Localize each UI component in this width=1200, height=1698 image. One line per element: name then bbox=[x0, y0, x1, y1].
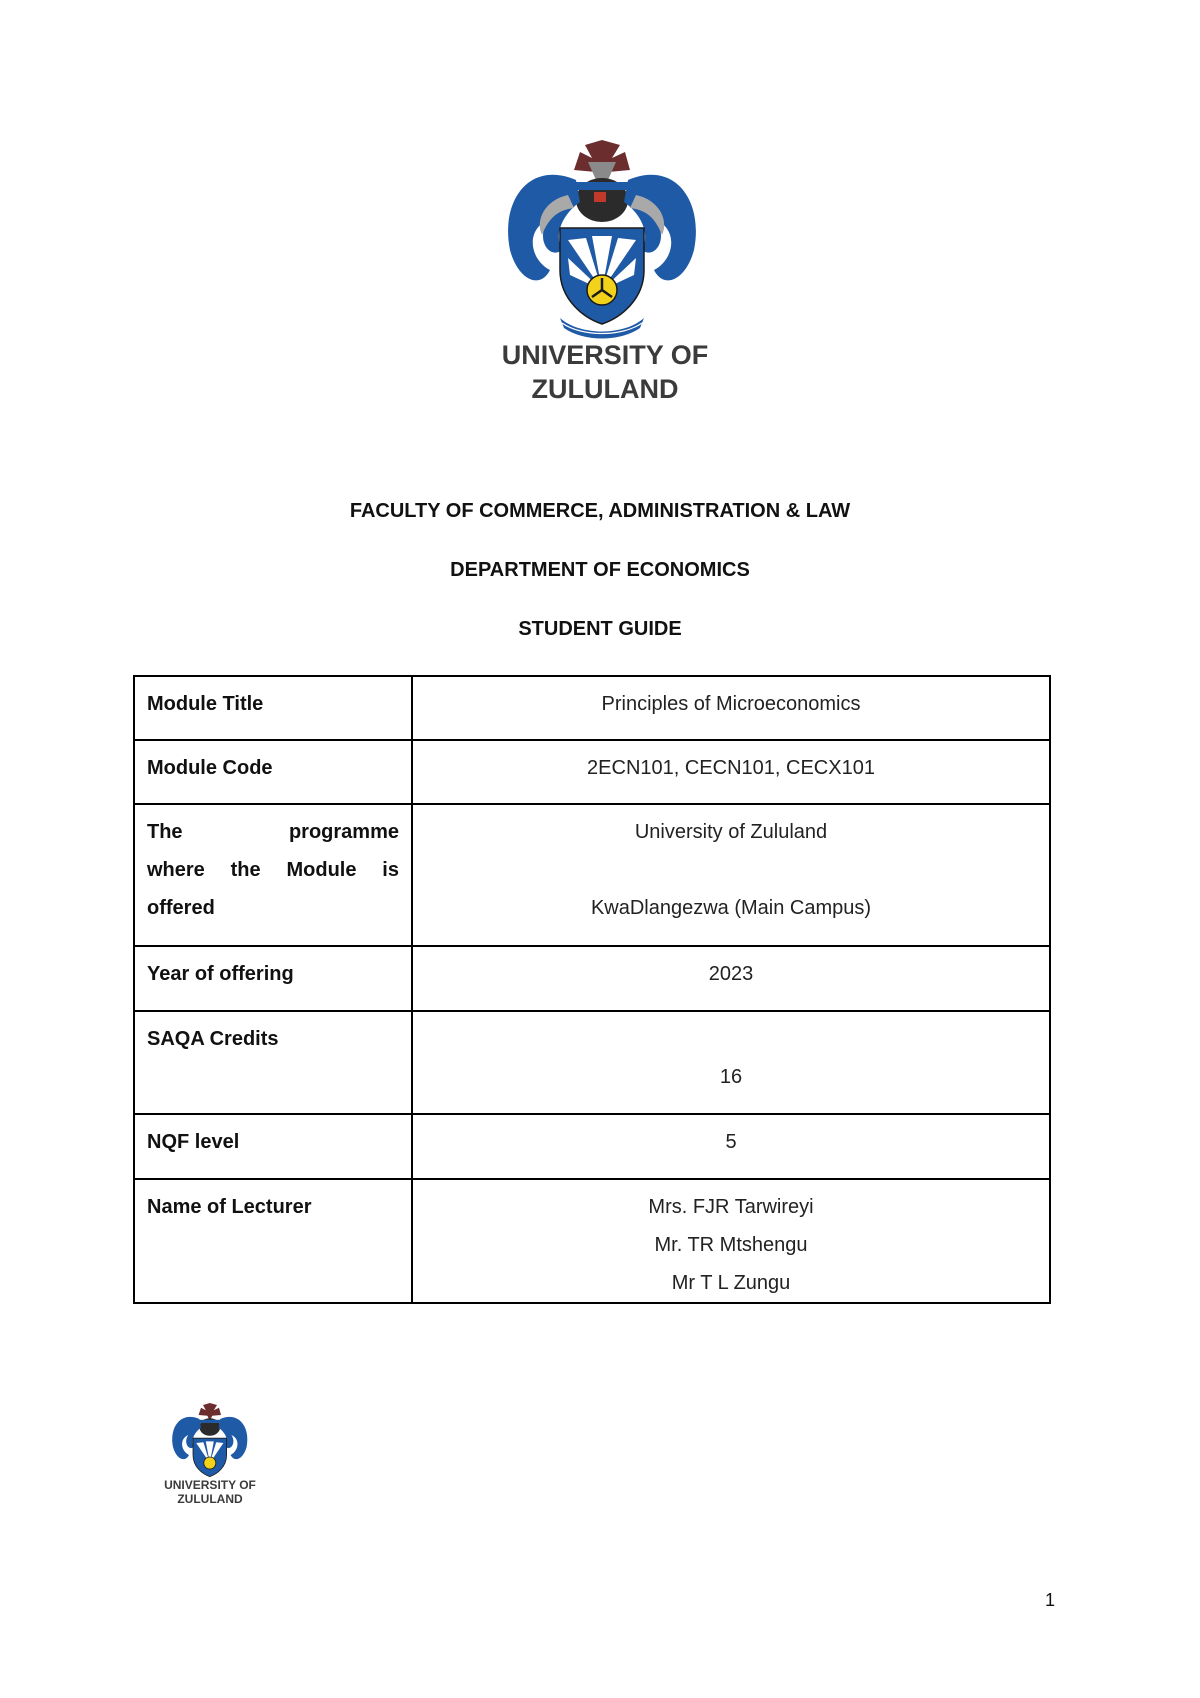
programme-value-line2: KwaDlangezwa (Main Campus) bbox=[590, 897, 872, 919]
module-info-table bbox=[133, 675, 1051, 1304]
table-row bbox=[134, 1114, 1050, 1179]
programme-label-line1: The programme bbox=[147, 821, 399, 843]
table-row bbox=[134, 676, 1050, 740]
university-name-line1: UNIVERSITY OF bbox=[501, 340, 709, 370]
year-value: 2023 bbox=[412, 946, 1050, 1011]
university-name-line2: ZULULAND bbox=[531, 374, 679, 404]
university-name-small-line2: ZULULAND bbox=[177, 1492, 243, 1506]
lecturer-names bbox=[412, 1179, 1050, 1303]
nqf-value: 5 bbox=[412, 1114, 1050, 1179]
module-code-label: Module Code bbox=[134, 740, 412, 804]
module-title-value: Principles of Microeconomics bbox=[412, 676, 1050, 740]
saqa-label: SAQA Credits bbox=[134, 1011, 412, 1114]
programme-value-line1: University of Zululand bbox=[634, 821, 828, 843]
page-number: 1 bbox=[1045, 1590, 1056, 1610]
university-crest-small-icon bbox=[160, 1403, 260, 1483]
table-row bbox=[134, 804, 1050, 946]
university-name-small-line1: UNIVERSITY OF bbox=[164, 1478, 256, 1492]
saqa-value-text: 16 bbox=[719, 1066, 743, 1088]
university-name-small bbox=[140, 1478, 280, 1506]
lecturer-name: Mr. TR Mtshengu bbox=[654, 1234, 808, 1256]
year-label: Year of offering bbox=[134, 946, 412, 1011]
lecturer-name: Mrs. FJR Tarwireyi bbox=[648, 1196, 814, 1218]
table-row bbox=[134, 946, 1050, 1011]
programme-label bbox=[134, 804, 412, 946]
table-row bbox=[134, 740, 1050, 804]
module-title-label: Module Title bbox=[134, 676, 412, 740]
department-heading: DEPARTMENT OF ECONOMICS bbox=[450, 559, 750, 581]
faculty-heading: FACULTY OF COMMERCE, ADMINISTRATION & LAW bbox=[349, 500, 851, 522]
module-code-value: 2ECN101, CECN101, CECX101 bbox=[412, 740, 1050, 804]
table-row bbox=[134, 1011, 1050, 1114]
programme-label-line2: where the Module is bbox=[147, 859, 399, 881]
lecturer-label: Name of Lecturer bbox=[134, 1179, 412, 1303]
university-name bbox=[440, 338, 770, 406]
saqa-value bbox=[412, 1011, 1050, 1114]
table-row bbox=[134, 1179, 1050, 1303]
programme-value bbox=[412, 804, 1050, 946]
nqf-label: NQF level bbox=[134, 1114, 412, 1179]
programme-label-line3: offered bbox=[147, 897, 215, 919]
lecturer-name: Mr T L Zungu bbox=[671, 1272, 791, 1294]
document-type-heading: STUDENT GUIDE bbox=[518, 618, 682, 640]
